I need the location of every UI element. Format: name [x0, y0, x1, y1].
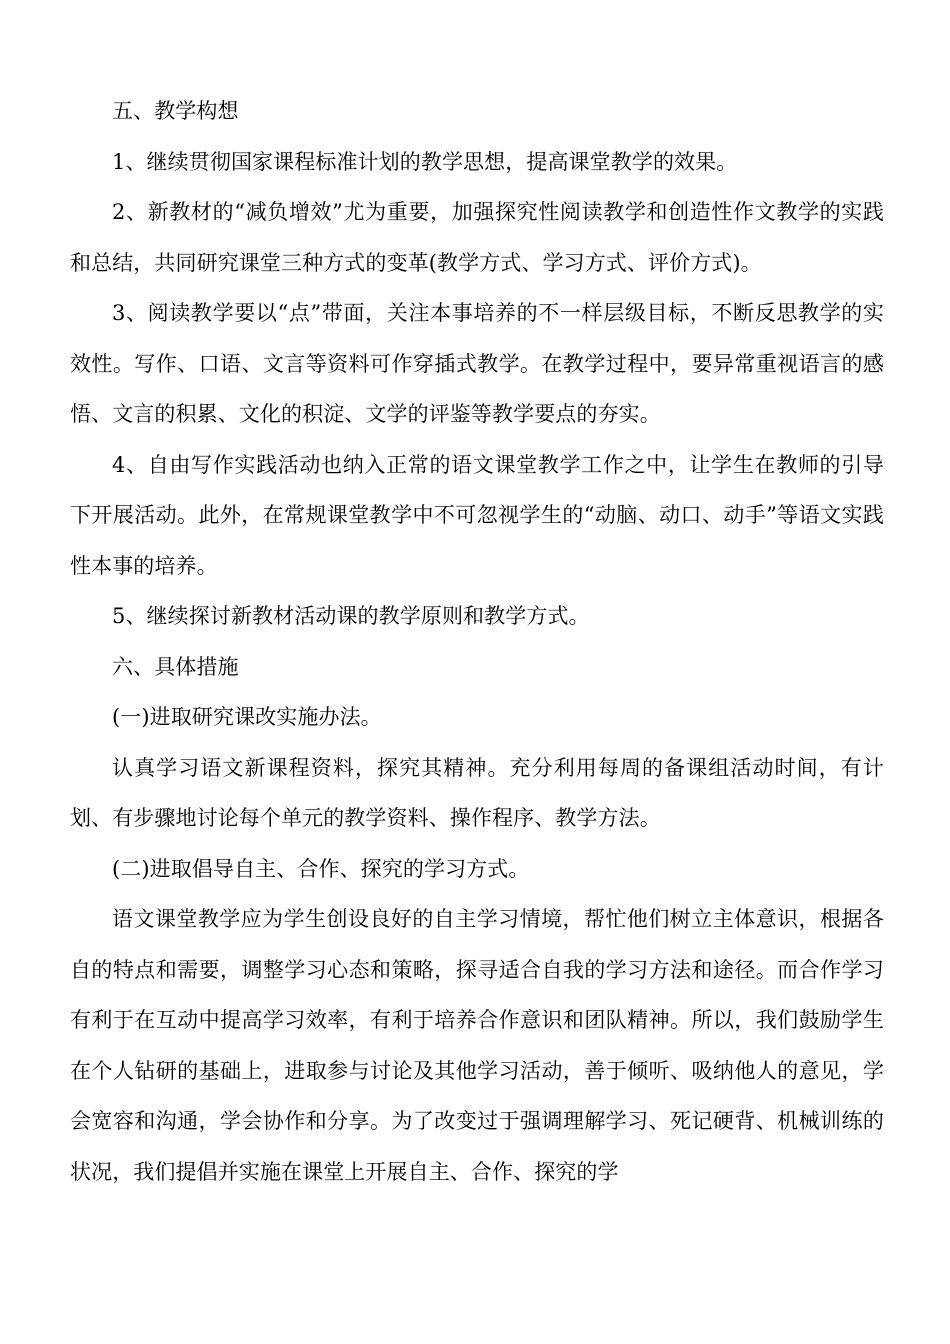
document-page [70, 86, 884, 1197]
paragraph-item-2: 2、新教材的“减负增效”尤为重要，加强探究性阅读教学和创造性作文教学的实践和总结，共同研究课堂三种方式的变革(教学方式、学习方式、评价方式)。 [70, 200, 884, 275]
paragraph-item-5: 5、继续探讨新教材活动课的教学原则和教学方式。 [112, 604, 590, 628]
section-heading-measures: 六、具体措施 [112, 654, 239, 679]
paragraph-subsection-2: 语文课堂教学应为学生创设良好的自主学习情境，帮忙他们树立主体意识，根据各自的特点和需要，调整学习心态和策略，探寻适合自我的学习方法和途径。而合作学习有利于在互动中提高学习效率，有利于培养合作意识和团队精神。所以，我们鼓励学生在个人钻研的基础上，进取参与讨论及其他学习活动，善于倾听、吸纳他人的意见，学会宽容和沟通，学会协作和分享。为了改变过于强调理解学习、死记硬背、机械训练的状况，我们提倡并实施在课堂上开展自主、合作、探究的学 [70, 907, 884, 1184]
subheading-2: (二)进取倡导自主、合作、探究的学习方式。 [112, 856, 530, 881]
paragraph-item-1: 1、继续贯彻国家课程标准计划的教学思想，提高课堂教学的效果。 [112, 149, 738, 174]
paragraph-subsection-1: 认真学习语文新课程资料，探究其精神。充分利用每周的备课组活动时间，有计划、有步骤地讨论每个单元的教学资料、操作程序、教学方法。 [70, 755, 884, 830]
section-heading-teaching-concept: 五、教学构想 [112, 99, 239, 123]
subheading-1: (一)进取研究课改实施办法。 [112, 705, 382, 729]
paragraph-item-4: 4、自由写作实践活动也纳入正常的语文课堂教学工作之中，让学生在教师的引导下开展活动。此外，在常规课堂教学中不可忽视学生的“动脑、动口、动手”等语文实践性本事的培养。 [70, 452, 884, 578]
paragraph-item-3: 3、阅读教学要以“点”带面，关注本事培养的不一样层级目标，不断反思教学的实效性。写作、口语、文言等资料可作穿插式教学。在教学过程中，要异常重视语言的感悟、文言的积累、文化的积淀、文学的评鉴等教学要点的夯实。 [70, 301, 884, 426]
